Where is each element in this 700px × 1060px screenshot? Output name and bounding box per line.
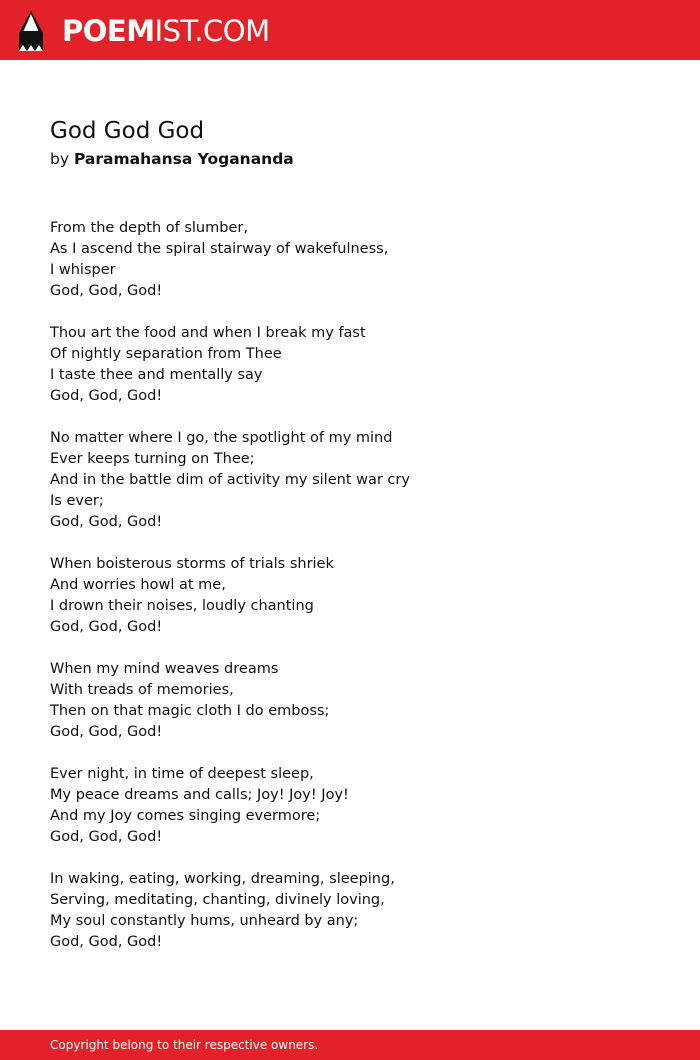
- poem-line: God, God, God!: [50, 934, 163, 950]
- poem-line: Thou art the food and when I break my fast: [50, 325, 366, 341]
- stanza: [50, 428, 650, 533]
- logo-text-light: IST.COM: [154, 13, 270, 48]
- poem-line: I taste thee and mentally say: [50, 367, 263, 383]
- poem-line: And worries howl at me,: [50, 577, 226, 593]
- poem-line: God, God, God!: [50, 388, 163, 404]
- logo-text-bold: POEM: [62, 13, 155, 48]
- byline-label: by: [50, 150, 70, 168]
- poem-line: Of nightly separation from Thee: [50, 346, 282, 362]
- poem-line: Serving, meditating, chanting, divinely loving,: [50, 892, 385, 908]
- poem-line: When my mind weaves dreams: [50, 661, 279, 677]
- poem-line: I drown their noises, loudly chanting: [50, 598, 314, 614]
- poem-line: I whisper: [50, 262, 116, 278]
- poem-line: God, God, God!: [50, 829, 163, 845]
- poem-line: Ever night, in time of deepest sleep,: [50, 766, 314, 782]
- poem-line: Is ever;: [50, 493, 104, 509]
- poem-line: My peace dreams and calls; Joy! Joy! Joy!: [50, 787, 349, 803]
- site-logo[interactable]: [18, 9, 270, 53]
- poem-line: From the depth of slumber,: [50, 220, 248, 236]
- poem-line: My soul constantly hums, unheard by any;: [50, 913, 359, 929]
- byline: [50, 148, 294, 170]
- poem-line: With treads of memories,: [50, 682, 234, 698]
- stanza: [50, 764, 650, 848]
- poem-line: God, God, God!: [50, 514, 163, 530]
- poem-line: God, God, God!: [50, 724, 163, 740]
- footer-bar: [0, 1030, 700, 1060]
- author-name[interactable]: Paramahansa Yogananda: [73, 150, 294, 168]
- poem-line: Ever keeps turning on Thee;: [50, 451, 255, 467]
- poem-line: And my Joy comes singing evermore;: [50, 808, 321, 824]
- copyright-text: Copyright belong to their respective owners.: [50, 1038, 319, 1052]
- poem-line: And in the battle dim of activity my silent war cry: [50, 472, 410, 488]
- header-bar: [0, 0, 700, 60]
- poem-line: God, God, God!: [50, 283, 163, 299]
- poem-line: No matter where I go, the spotlight of my mind: [50, 430, 393, 446]
- poem-header: [50, 116, 294, 170]
- poem-line: God, God, God!: [50, 619, 163, 635]
- poem-body: [50, 218, 650, 974]
- stanza: [50, 659, 650, 743]
- stanza: [50, 323, 650, 407]
- poem-title: God God God: [50, 118, 205, 144]
- stanza: [50, 218, 650, 302]
- poem-line: As I ascend the spiral stairway of wakefulness,: [50, 241, 389, 257]
- stanza: [50, 869, 650, 953]
- poem-line: In waking, eating, working, dreaming, sleeping,: [50, 871, 395, 887]
- pencil-logo-icon: [18, 10, 44, 52]
- site-logo-text: [62, 13, 270, 48]
- poem-line: When boisterous storms of trials shriek: [50, 556, 334, 572]
- stanza: [50, 554, 650, 638]
- poem-line: Then on that magic cloth I do emboss;: [50, 703, 330, 719]
